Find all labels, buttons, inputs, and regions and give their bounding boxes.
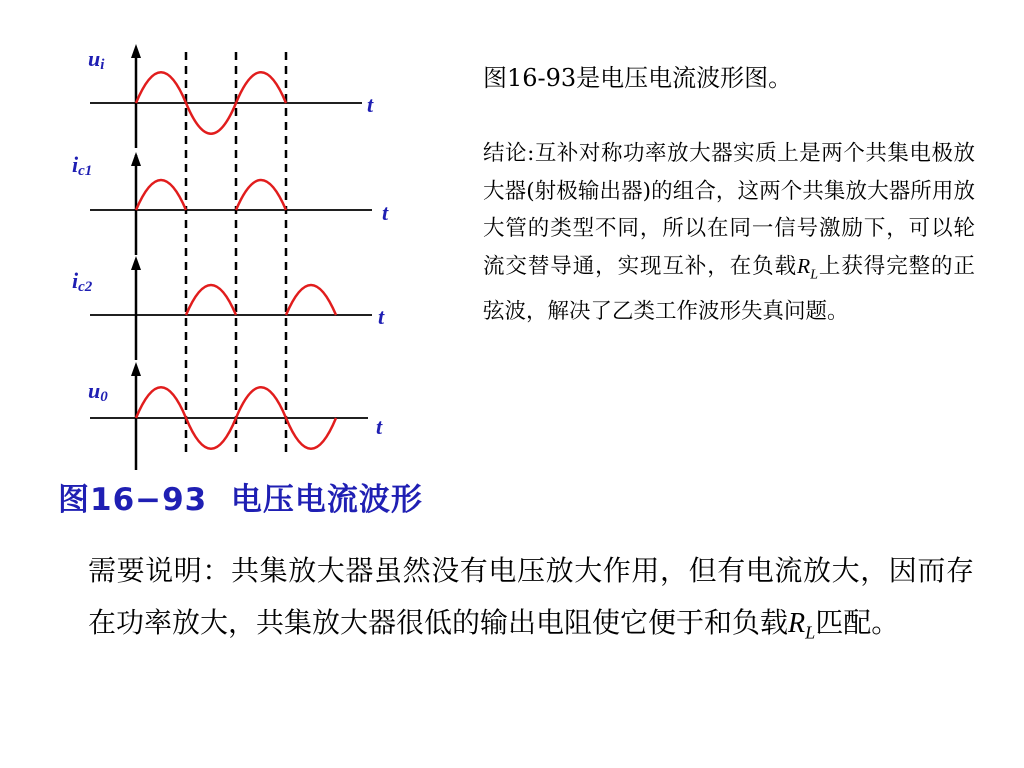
waveform-ic2-pulse-2 (286, 285, 336, 315)
note-text-end: 匹配。 (815, 606, 900, 639)
time-label: t (378, 304, 385, 329)
page-title: 图16-93是电压电流波形图。 (483, 64, 793, 92)
conclusion-text: 结论:互补对称功率放大器实质上是两个共集电极放大器(射极输出器)的组合，这两个共集放大器所用放大管的类型不同，所以在同一信号激励下，可以轮流交替导通，实现互补，在负载 (483, 141, 975, 279)
arrow-up-icon (131, 44, 141, 58)
figure-caption: 图16−93 电压电流波形 (58, 482, 423, 518)
label-ic1: ic1 (72, 152, 93, 179)
waveform-ic2-pulse-1 (186, 285, 236, 315)
time-label: t (367, 92, 374, 117)
time-label: t (376, 414, 383, 439)
load-resistor-symbol: $R_L$ (797, 253, 818, 282)
arrow-up-icon (131, 256, 141, 270)
label-u0: u0 (88, 378, 108, 405)
load-resistor-symbol: $R_L$ (788, 608, 816, 643)
conclusion-paragraph (483, 135, 975, 331)
note-paragraph (88, 545, 974, 659)
arrow-up-icon (131, 152, 141, 166)
time-label: t (382, 200, 389, 225)
label-ui: ui (88, 46, 105, 73)
waveform-ic1-pulse-2 (236, 180, 286, 210)
note-text: 需要说明：共集放大器虽然没有电压放大作用，但有电流放大，因而存在功率放大，共集放大器很低的输出电阻使它便于和负载 (88, 554, 974, 639)
arrow-up-icon (131, 362, 141, 376)
waveform-ic1-pulse-1 (136, 180, 186, 210)
waveform-diagram (0, 0, 470, 480)
conclusion-text-end: 上获得完整的正弦波，解决了乙类工作波形失真问题。 (483, 253, 975, 325)
label-ic2: ic2 (72, 268, 93, 295)
